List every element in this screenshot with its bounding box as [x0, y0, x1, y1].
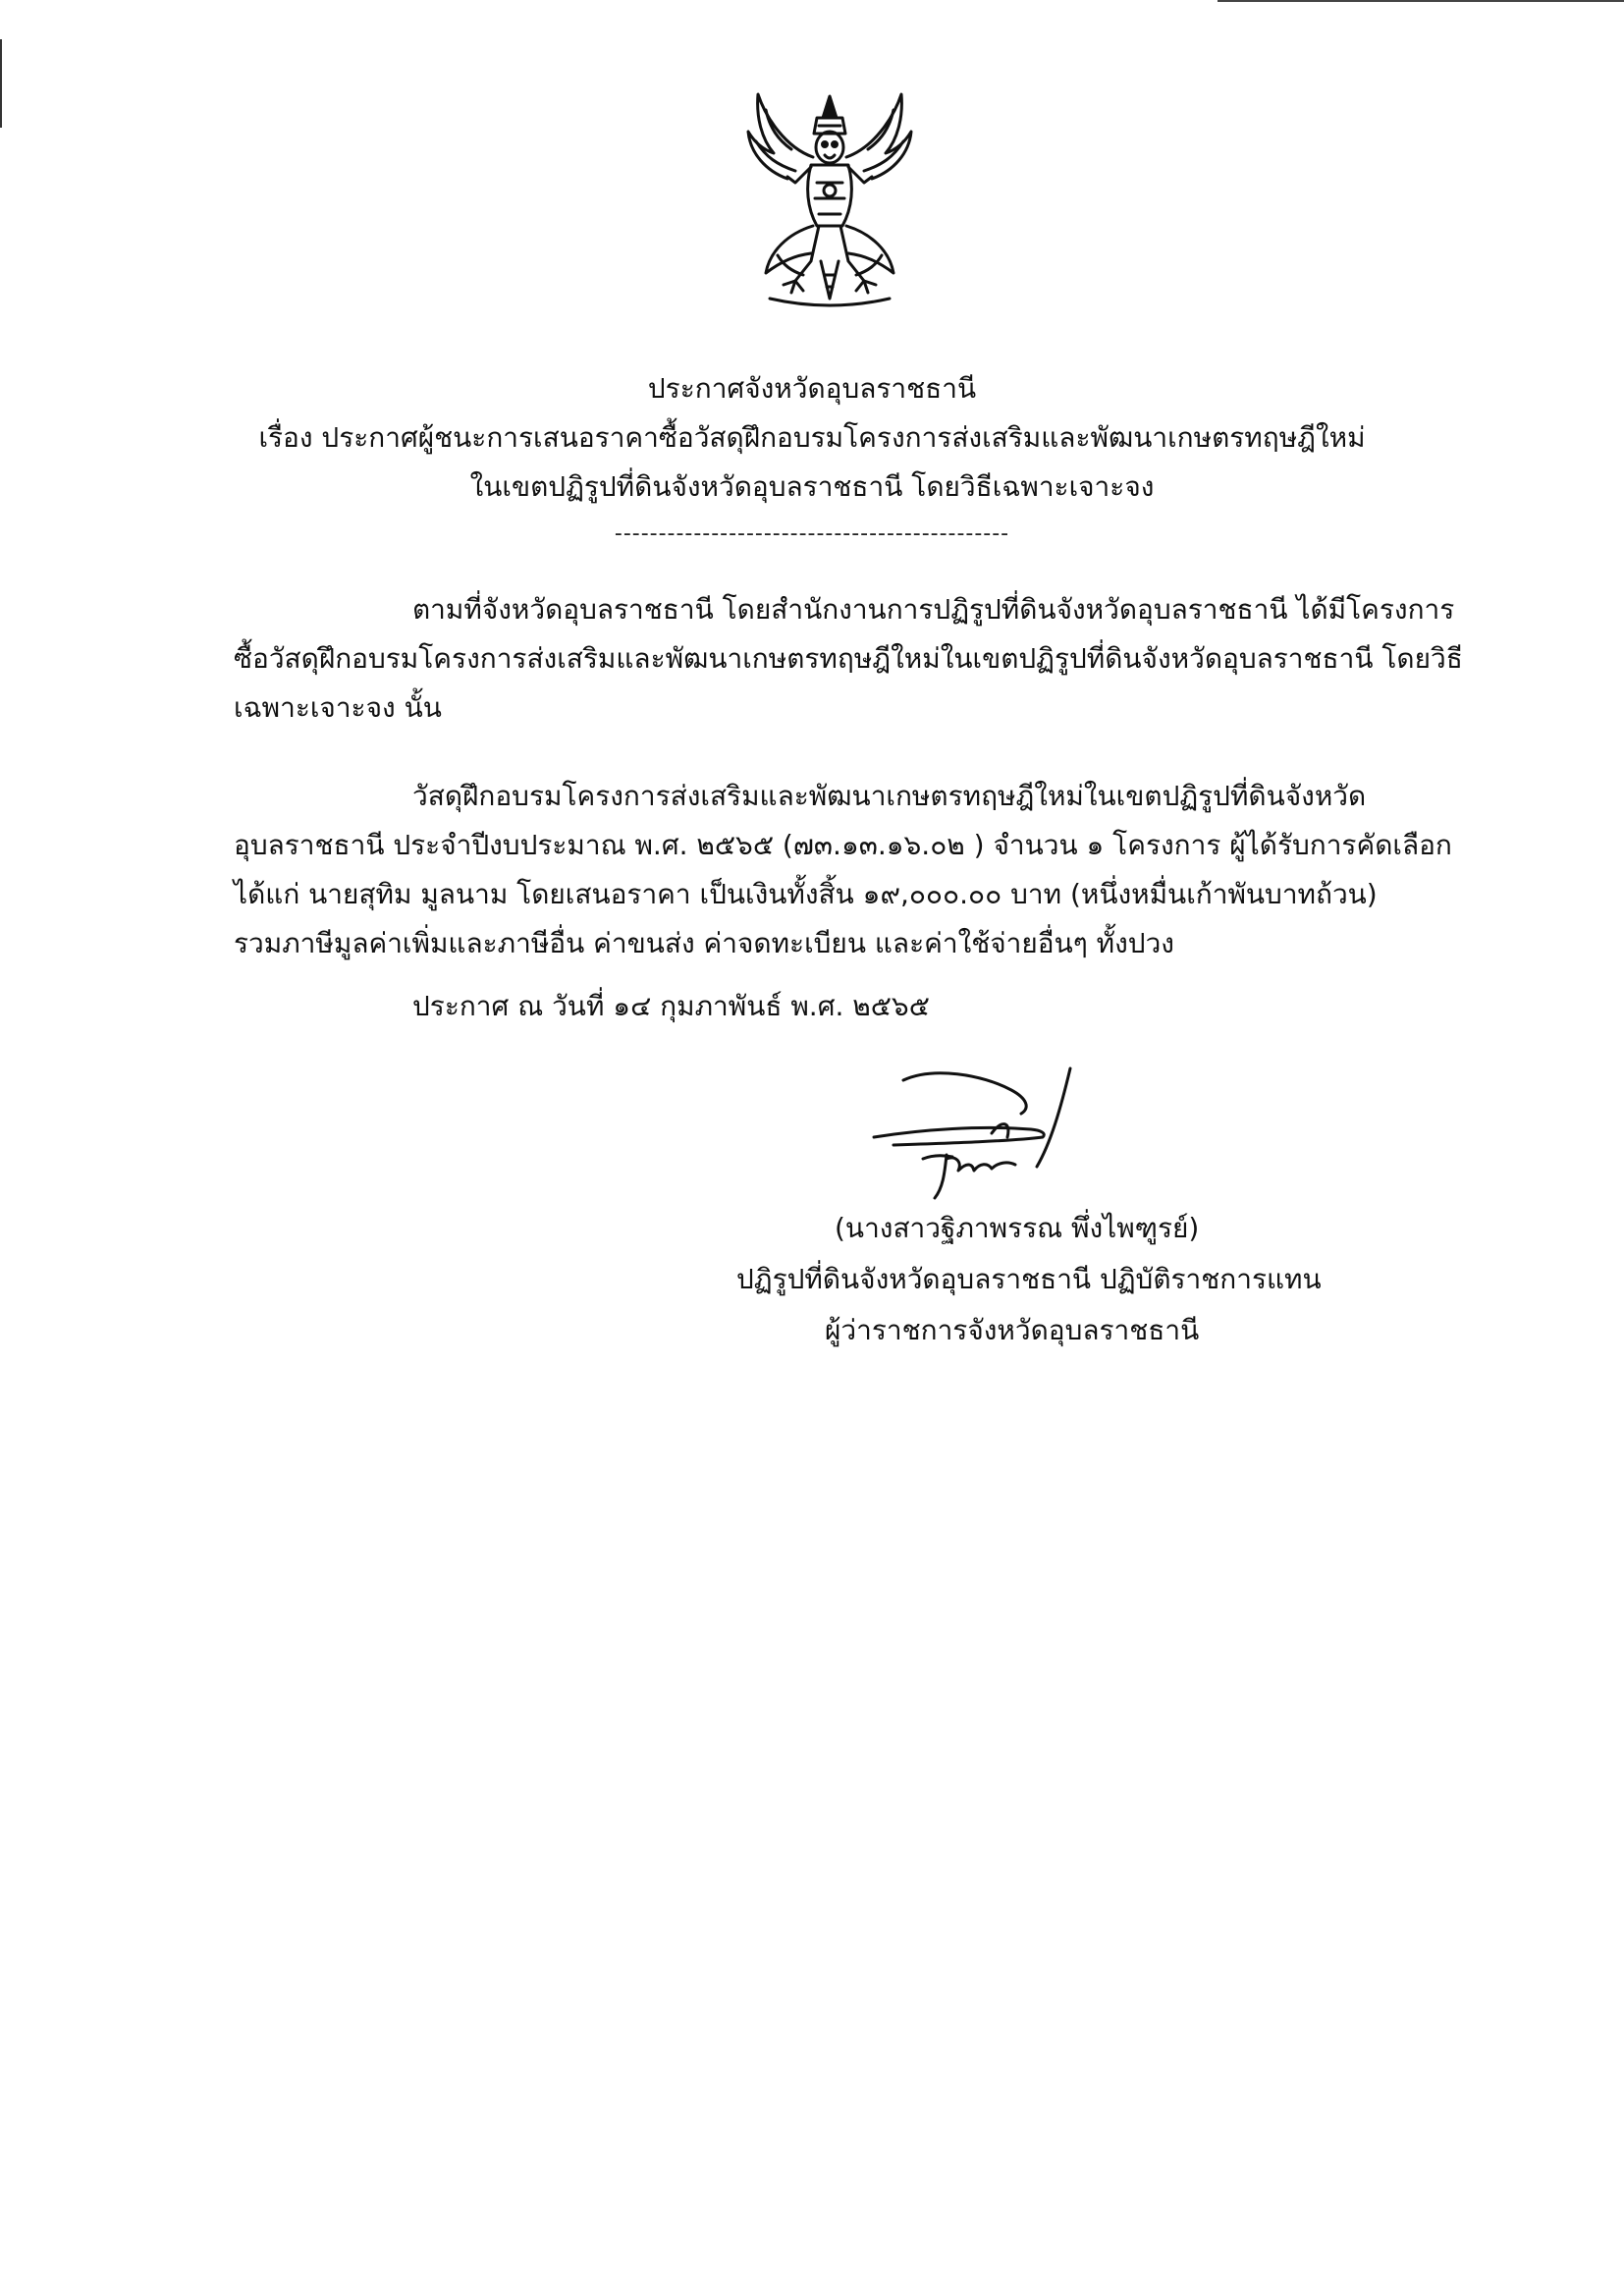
- paragraph1-line1: ตามที่จังหวัดอุบลราชธานี โดยสำนักงานการปฏิรูปที่ดินจังหวัดอุบลราชธานี ได้มีโครงการ: [412, 593, 1455, 626]
- handwritten-signature-icon: [864, 1061, 1110, 1208]
- paragraph1-line3: เฉพาะเจาะจง นั้น: [234, 691, 442, 724]
- signatory-position-line1: ปฏิรูปที่ดินจังหวัดอุบลราชธานี ปฏิบัติราชการแทน: [736, 1263, 1322, 1295]
- scan-edge-top: [1218, 0, 1624, 2]
- document-title: ประกาศจังหวัดอุบลราชธานี: [647, 372, 977, 405]
- paragraph1-line2: ซื้อวัสดุฝึกอบรมโครงการส่งเสริมและพัฒนาเกษตรทฤษฎีใหม่ในเขตปฏิรูปที่ดินจังหวัดอุบลราชธานี โดยวิธี: [234, 642, 1463, 675]
- document-subject-line1: เรื่อง ประกาศผู้ชนะการเสนอราคาซื้อวัสดุฝึกอบรมโครงการส่งเสริมและพัฒนาเกษตรทฤษฎีใหม่: [258, 421, 1366, 454]
- signatory-name: (นางสาวฐิภาพรรณ พึ่งไพฑูรย์): [835, 1212, 1200, 1244]
- document-subject-line2: ในเขตปฏิรูปที่ดินจังหวัดอุบลราชธานี โดยวิธีเฉพาะเจาะจง: [469, 470, 1155, 503]
- garuda-emblem-icon: [727, 88, 933, 324]
- signatory-position-line2: ผู้ว่าราชการจังหวัดอุบลราชธานี: [825, 1314, 1200, 1346]
- paragraph2-line3: ได้แก่ นายสุทิม มูลนาม โดยเสนอราคา เป็นเงินทั้งสิ้น ๑๙,๐๐๐.๐๐ บาท (หนึ่งหมื่นเก้าพันบาทถ้วน): [234, 878, 1378, 910]
- announcement-dateline: ประกาศ ณ วันที่ ๑๔ กุมภาพันธ์ พ.ศ. ๒๕๖๕: [412, 990, 930, 1022]
- paragraph2-line2: อุบลราชธานี ประจำปีงบประมาณ พ.ศ. ๒๕๖๕ (๗๓.๑๓.๑๖.๐๒ ) จำนวน ๑ โครงการ ผู้ได้รับการคัดเลือก: [234, 829, 1452, 861]
- scan-edge-left: [0, 39, 2, 128]
- paragraph2-line1: วัสดุฝึกอบรมโครงการส่งเสริมและพัฒนาเกษตรทฤษฎีใหม่ในเขตปฏิรูปที่ดินจังหวัด: [412, 780, 1367, 812]
- title-divider: ---------------------------------------------: [614, 521, 1010, 546]
- paragraph2-line4: รวมภาษีมูลค่าเพิ่มและภาษีอื่น ค่าขนส่ง ค่าจดทะเบียน และค่าใช้จ่ายอื่นๆ ทั้งปวง: [234, 927, 1174, 959]
